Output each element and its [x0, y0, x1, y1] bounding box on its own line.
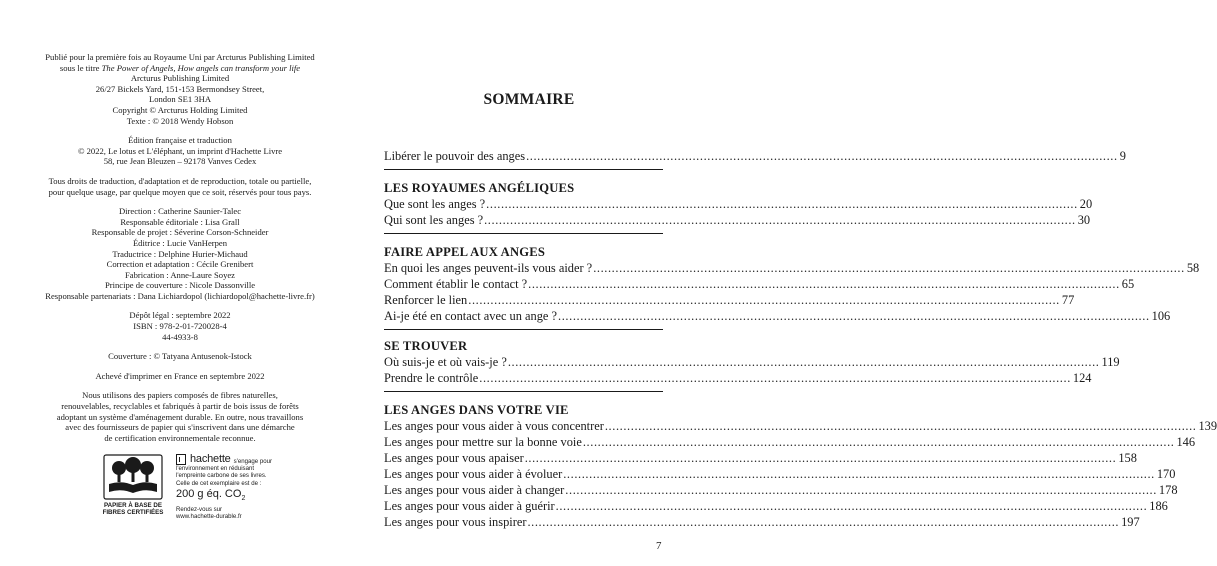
toc-entry-page: 77 [1061, 293, 1075, 307]
paper-line: de certification environnementale reconnue. [104, 432, 256, 443]
trees-book-icon [103, 454, 163, 500]
toc-leader: ................................................................................................................................................................ [468, 293, 1060, 307]
credit-line: Fabrication : Anne-Laure Soyez [124, 269, 235, 280]
publication-line: 26/27 Bickels Yard, 151-153 Bermondsey Street, [95, 83, 265, 94]
toc-entry-page: 146 [1176, 435, 1196, 449]
divider [384, 391, 663, 392]
credit-line: Traductrice : Delphine Hurier-Michaud [112, 248, 248, 259]
toc-section-title: LES ANGES DANS VOTRE VIE [384, 403, 569, 417]
legal-line: Dépôt légal : septembre 2022 [129, 310, 231, 321]
toc-entry-page: 186 [1149, 499, 1168, 513]
toc-leader: ................................................................................................................................................................ [507, 355, 1100, 369]
toc-entry-page: 20 [1079, 197, 1093, 211]
toc-entry-label: Les anges pour vous apaiser [384, 451, 524, 465]
toc-entry[interactable] [384, 467, 1176, 484]
page-number: 7 [656, 540, 662, 552]
credit-line: Éditrice : Lucie VanHerpen [132, 237, 228, 248]
toc-leader: ................................................................................................................................................................ [527, 515, 1120, 529]
toc-entry-label: Que sont les anges ? [384, 197, 486, 211]
paper-line: avec des fournisseurs de papier qui s'inscrivent dans une démarche [65, 422, 295, 433]
toc-leader: ................................................................................................................................................................ [563, 467, 1155, 481]
toc-entry-label: Où suis-je et où vais-je ? [384, 355, 507, 369]
toc-leader: ................................................................................................................................................................ [593, 261, 1185, 275]
hachette-tagline: s'engage pour [233, 457, 273, 465]
toc-leader: ................................................................................................................................................................ [565, 483, 1157, 497]
credit-line: Principe de couverture : Nicole Dassonville [104, 280, 256, 291]
hachette-brand: hachette [190, 453, 231, 465]
toc-leader: ................................................................................................................................................................ [604, 419, 1197, 433]
toc-entry-label: En quoi les anges peuvent-ils vous aider ? [384, 261, 593, 275]
printed-note [30, 371, 330, 382]
credit-line: Responsable partenariats : Dana Lichiardopol (lichiardopol@hachette-livre.fr) [45, 290, 315, 301]
edition-line: Édition française et traduction [128, 135, 232, 146]
toc-entry[interactable] [384, 293, 1075, 310]
toc-leader: ................................................................................................................................................................ [526, 149, 1118, 163]
divider [384, 169, 663, 170]
paper-line: renouvelables, recyclables et fabriqués à partir de bois issus de forêts [61, 401, 299, 412]
toc-entry-label: Prendre le contrôle [384, 371, 479, 385]
eco-labels [96, 454, 316, 524]
credits-block [30, 206, 330, 301]
legal-block [30, 310, 330, 342]
toc-title: SOMMAIRE [483, 91, 575, 108]
credit-line: Correction et adaptation : Cécile Grenibert [106, 259, 254, 270]
fsc-text [96, 502, 170, 517]
toc-section-title: SE TROUVER [384, 339, 468, 353]
rights-line: pour quelque usage, par quelque moyen que ce soit, réservés pour tous pays. [48, 186, 312, 197]
toc-entry-page: 65 [1121, 277, 1135, 291]
toc-entry[interactable] [384, 149, 1126, 166]
table-of-contents [384, 0, 1217, 566]
toc-entry-page: 119 [1101, 355, 1120, 369]
toc-entry-page: 106 [1151, 309, 1171, 323]
toc-entry[interactable] [384, 499, 1168, 516]
hachette-logo-icon [176, 454, 186, 465]
toc-entry-page: 178 [1158, 483, 1178, 497]
toc-entry-label: Les anges pour vous inspirer [384, 515, 527, 529]
toc-leader: ................................................................................................................................................................ [558, 309, 1150, 323]
publication-line: sous le titre The Power of Angels, How angels can transform your life [59, 62, 301, 73]
toc-entry[interactable] [384, 371, 1092, 388]
hachette-footer-line: Rendez-vous sur [176, 506, 223, 514]
colophon [30, 52, 330, 452]
printed-line: Achevé d'imprimer en France en septembre 2022 [95, 370, 265, 381]
toc-entry-label: Ai-je été en contact avec un ange ? [384, 309, 558, 323]
toc-leader: ................................................................................................................................................................ [486, 197, 1078, 211]
hachette-line: l'environnement en réduisant [176, 465, 255, 472]
publication-block [30, 52, 330, 126]
toc-entry-page: 58 [1186, 261, 1200, 275]
publication-line: Texte : © 2018 Wendy Hobson [126, 115, 234, 126]
toc-section-title: FAIRE APPEL AUX ANGES [384, 245, 546, 259]
toc-entry[interactable] [384, 435, 1196, 452]
hachette-footer-line: www.hachette-durable.fr [176, 513, 242, 521]
fsc-text-line: PAPIER À BASE DE [104, 502, 162, 509]
toc-entry[interactable] [384, 515, 1140, 532]
toc-entry[interactable] [384, 419, 1217, 436]
toc-leader: ................................................................................................................................................................ [555, 499, 1148, 513]
hachette-line: Celle de cet exemplaire est de : [176, 479, 262, 487]
toc-entry[interactable] [384, 213, 1091, 230]
toc-entry[interactable] [384, 309, 1171, 326]
toc-entry[interactable] [384, 355, 1120, 372]
credit-line: Direction : Catherine Saunier-Talec [118, 206, 242, 217]
toc-entry-label: Qui sont les anges ? [384, 213, 484, 227]
toc-entry-page: 158 [1118, 451, 1137, 465]
hachette-carbon-label [176, 454, 316, 521]
french-edition-block [30, 135, 330, 167]
toc-entry-label: Les anges pour mettre sur la bonne voie [384, 435, 582, 449]
legal-line: 44-4933-8 [162, 331, 198, 342]
toc-section-title: LES ROYAUMES ANGÉLIQUES [384, 181, 575, 195]
edition-line: © 2022, Le lotus et L'éléphant, un imprint d'Hachette Livre [77, 145, 283, 156]
toc-entry-label: Les anges pour vous aider à vous concentrer [384, 419, 604, 433]
rights-block [30, 176, 330, 197]
credit-line: Responsable éditoriale : Lisa Grall [120, 216, 240, 227]
toc-entry-label: Les anges pour vous aider à changer [384, 483, 565, 497]
toc-entry[interactable] [384, 197, 1093, 214]
toc-entry-label: Les anges pour vous aider à évoluer [384, 467, 563, 481]
toc-leader: ................................................................................................................................................................ [582, 435, 1175, 449]
toc-leader: ................................................................................................................................................................ [479, 371, 1071, 385]
toc-entry-label: Renforcer le lien [384, 293, 468, 307]
toc-entry-page: 170 [1156, 467, 1176, 481]
toc-entry-page: 124 [1072, 371, 1092, 385]
toc-leader: ................................................................................................................................................................ [528, 277, 1120, 291]
paper-line: Nous utilisons des papiers composés de fibres naturelles, [82, 390, 278, 401]
toc-entry[interactable] [384, 451, 1137, 468]
toc-entry-page: 30 [1077, 213, 1091, 227]
publication-line: Arcturus Publishing Limited [130, 73, 230, 84]
credit-line: Responsable de projet : Séverine Corson-Schneider [91, 227, 269, 238]
toc-leader: ................................................................................................................................................................ [524, 451, 1117, 465]
co2-value [176, 488, 316, 505]
cover-credit-line: Couverture : © Tatyana Antusenok-Istock [108, 351, 252, 362]
hachette-brand-row [176, 454, 316, 465]
divider [384, 233, 663, 234]
toc-entry[interactable] [384, 483, 1178, 500]
edition-line: 58, rue Jean Bleuzen – 92178 Vanves Cedex [103, 156, 257, 167]
toc-entry-page: 139 [1198, 419, 1217, 433]
toc-entry-page: 197 [1121, 515, 1140, 529]
toc-entry-label: Les anges pour vous aider à guérir [384, 499, 555, 513]
toc-entry[interactable] [384, 277, 1135, 294]
publication-line: Copyright © Arcturus Holding Limited [112, 104, 248, 115]
certified-fibres-label [96, 454, 170, 517]
paper-line: adoptant un système d'aménagement durable. En outre, nous travaillons [56, 411, 304, 422]
paper-block [30, 390, 330, 443]
legal-line: ISBN : 978-2-01-720028-4 [133, 321, 227, 332]
toc-entry-page: 9 [1119, 149, 1126, 163]
divider [384, 329, 663, 330]
fsc-text-line: FIBRES CERTIFIÉES [102, 509, 164, 517]
rights-line: Tous droits de traduction, d'adaptation et de reproduction, totale ou partielle, [48, 175, 312, 186]
co2-amount: 200 g éq. CO [176, 487, 242, 500]
publication-line: London SE1 3HA [148, 94, 212, 105]
toc-entry[interactable] [384, 261, 1200, 278]
toc-entry-label: Libérer le pouvoir des anges [384, 149, 526, 163]
toc-leader: ................................................................................................................................................................ [484, 213, 1076, 227]
co2-subscript: 2 [241, 495, 246, 503]
hachette-line: l'empreinte carbone de ses livres. [176, 472, 267, 480]
publication-line: Publié pour la première fois au Royaume Uni par Arcturus Publishing Limited [45, 52, 315, 62]
toc-entry-label: Comment établir le contact ? [384, 277, 528, 291]
cover-credit [30, 351, 330, 362]
